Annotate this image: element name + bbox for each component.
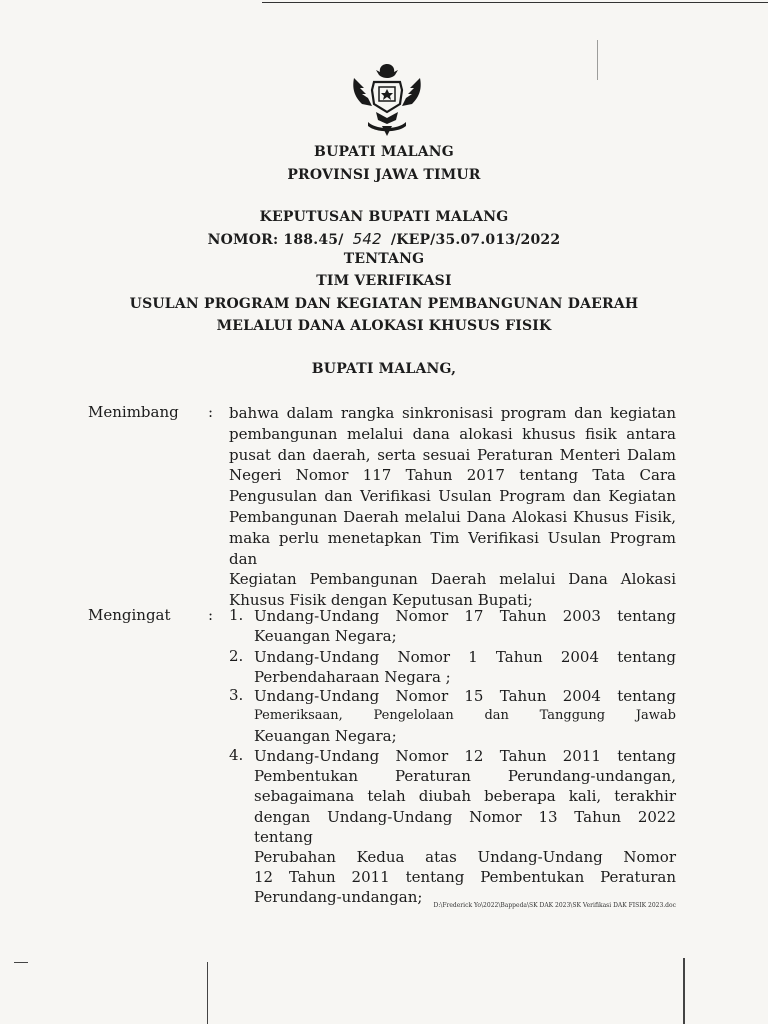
decree-subject-line2: USULAN PROGRAM DAN KEGIATAN PEMBANGUNAN DAERAH	[129, 296, 639, 312]
list-item-line: dengan Undang-Undang Nomor 13 Tahun 2022 tentang	[254, 807, 676, 846]
decree-subject-line3: MELALUI DANA ALOKASI KHUSUS FISIK	[216, 318, 552, 334]
decree-number-suffix: /KEP/35.07.013/2022	[390, 232, 561, 248]
list-item-line: sebagaimana telah diubah beberapa kali, terakhir	[254, 787, 676, 806]
list-item-line: Perbendaharaan Negara ;	[254, 668, 451, 687]
paragraph-line: Pembangunan Daerah melalui Dana Alokasi Khusus Fisik,	[229, 507, 676, 526]
scan-artifact	[14, 962, 28, 963]
list-item-line: Perubahan Kedua atas Undang-Undang Nomor	[254, 848, 676, 867]
list-item-line: Undang-Undang Nomor 17 Tahun 2003 tentang	[254, 607, 676, 625]
decree-subject-line1: TIM VERIFIKASI	[316, 273, 452, 289]
list-item-number: 4.	[229, 746, 244, 764]
decree-title: KEPUTUSAN BUPATI MALANG	[259, 209, 509, 225]
menimbang-paragraph	[229, 403, 676, 611]
garuda-emblem	[346, 60, 428, 138]
regent-heading: BUPATI MALANG	[314, 144, 454, 160]
menimbang-label: Menimbang	[88, 403, 179, 421]
province-heading: PROVINSI JAWA TIMUR	[287, 167, 481, 183]
list-item-line: Pemeriksaan, Pengelolaan dan Tanggung Jawab	[254, 708, 676, 724]
list-item-line: Undang-Undang Nomor 1 Tahun 2004 tentang	[254, 648, 676, 666]
paragraph-line: Kegiatan Pembangunan Daerah melalui Dana Alokasi	[229, 570, 676, 589]
scan-artifact	[597, 40, 598, 80]
scan-artifact	[683, 958, 685, 1024]
decree-number	[0, 230, 768, 248]
paragraph-line: bahwa dalam rangka sinkronisasi program dan kegiatan	[229, 404, 676, 422]
issuer-heading: BUPATI MALANG,	[311, 361, 457, 377]
scan-artifact	[207, 962, 208, 1024]
scan-edge-line	[262, 2, 768, 3]
list-item-line: 12 Tahun 2011 tentang Pembentukan Peraturan	[254, 868, 676, 887]
list-item-line: Keuangan Negara;	[254, 727, 397, 746]
list-item-line: Pembentukan Peraturan Perundang-undangan,	[254, 767, 676, 786]
paragraph-line: pembangunan melalui dana alokasi khusus fisik antara	[229, 424, 676, 443]
tentang-heading: TENTANG	[343, 251, 425, 267]
list-item-line: Undang-Undang Nomor 12 Tahun 2011 tentang	[254, 747, 676, 765]
paragraph-line: Pengusulan dan Verifikasi Usulan Program dan Kegiatan	[229, 487, 676, 506]
paragraph-line: Negeri Nomor 117 Tahun 2017 tentang Tata Cara	[229, 466, 676, 485]
list-item-line: Keuangan Negara;	[254, 627, 397, 646]
decree-number-handwritten: 542	[352, 230, 382, 248]
paragraph-line: pusat dan daerah, serta sesuai Peraturan Menteri Dalam	[229, 445, 676, 464]
list-item-number: 3.	[229, 686, 244, 704]
list-item-line: Perundang-undangan;	[254, 888, 423, 907]
list-item-line: Undang-Undang Nomor 15 Tahun 2004 tentang	[254, 687, 676, 705]
list-item-number: 2.	[229, 647, 244, 665]
decree-number-prefix: NOMOR: 188.45/	[207, 232, 344, 248]
menimbang-colon: :	[208, 403, 214, 421]
mengingat-colon: :	[208, 606, 214, 624]
mengingat-label: Mengingat	[88, 606, 171, 624]
paragraph-line: Khusus Fisik dengan Keputusan Bupati;	[229, 591, 533, 610]
paragraph-line: maka perlu menetapkan Tim Verifikasi Usulan Program dan	[229, 528, 676, 568]
footer-file-path: D:\Frederick Yo\2022\Bappeda\SK DAK 2023\SK Verifikasi DAK FISIK 2023.doc	[433, 902, 676, 909]
list-item-number: 1.	[229, 606, 244, 624]
